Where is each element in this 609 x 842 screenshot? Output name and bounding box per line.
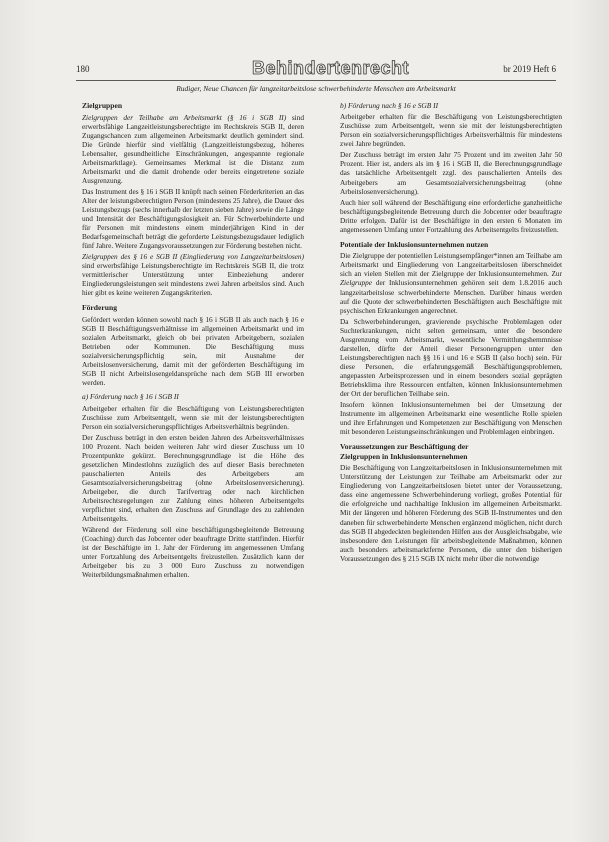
paragraph-text: sind erwerbsfähige Langzeitleistungsberechtigte im Rechtskreis SGB II, deren Zugangschancen zum allgemeinen Arbeitsmarkt deutlich gemindert sind. Die Gründe hierfür sind vielfältig (Langzeitleistungsbezug, höheres Lebensalter, gesundheitliche Einschränkungen, angespannte regionale Arbeitsmarktlage). Gemeinsames Merkmal ist die Distanz zum Arbeitsmarkt und die damit drohende oder bereits eingetretene soziale Ausgrenzung. bbox=[82, 112, 304, 185]
paragraph: Das Instrument des § 16 i SGB II knüpft nach seinen Förderkriterien an das Alter der leistungsberechtigten Person (mindestens 25 Jahre), die Dauer des Leistungsbezugs (sechs innerhalb der letzten sieben Jahre) sowie die Länge und Intensität der Beschäftigungslosigkeit an. Für Schwerbehinderte und für Personen mit mindestens einem minderjährigen Kind in der Bedarfsgemeinschaft beträgt die geforderte Leistungsbezugsdauer lediglich fünf Jahre. Weitere Zugangsvoraussetzungen zur Förderung bestehen nicht. bbox=[82, 186, 304, 251]
page-number: 180 bbox=[76, 64, 90, 74]
paragraph: Während der Förderung soll eine beschäftigungsbegleitende Betreuung (Coaching) durch das Jobcenter oder beauftragte Dritte stattfinden. Hierfür ist der Beschäftigte im 1. Jahr der Förderung im angemessenen Umfang unter Fortzahlung des Arbeitsentgelts freizustellen. Zusätzlich kann der Arbeitgeber bis zu 3 000 Euro Zuschuss zu notwendigen Weiterbildungsmaßnahmen erhalten. bbox=[82, 525, 304, 580]
paragraph: Gefördert werden können sowohl nach § 16 i SGB II als auch nach § 16 e SGB II Beschäftigungsverhältnisse im allgemeinen Arbeitsmarkt und im sozialen Arbeitsmarkt, gleich ob bei privaten Arbeitgebern, sozialen Betrieben oder Kommunen. Die Beschäftigung muss sozialversicherungspflichtig sein, mit Ausnahme der Arbeitslosenversicherung, damit mit der geförderten Beschäftigung im SGB II nicht Arbeitslosengeldansprüche nach dem SGB III erworben werden. bbox=[82, 314, 304, 388]
emphasis: Zielgruppe bbox=[340, 278, 373, 288]
running-title: Rudiger, Neue Chancen für langzeitarbeitslose schwerbehinderte Menschen am Arbeitsmarkt bbox=[176, 84, 456, 93]
paragraph: Die Beschäftigung von Langzeitarbeitslosen in Inklusionsunternehmen mit Unterstützung der Leistungen zur Teilhabe am Arbeitsmarkt oder zur Eingliederung von Langzeitarbeitslosen bietet unter der Voraussetzung, dass eine angemessene Schwerbehinderung vorliegt, großes Potential für die erfolgreiche und nachhaltige Inklusion im allgemeinen Arbeitsmarkt. Mit der längeren und höheren Förderung des SGB II-Instrumentes und den daneben für schwerbehinderte Menschen ergänzend möglichen, nicht durch das SGB II abgedeckten begleitenden Hilfen aus der Ausgleichsabgabe, wie insbesondere den Leistungen für arbeitsbegleitende Maßnahmen, können auch besonders arbeitsmarktferne Personen, die unter den bisherigen Voraussetzungen des § 215 SGB IX nicht mehr über die notwendige bbox=[340, 463, 562, 563]
paragraph: Der Zuschuss beträgt im ersten Jahr 75 Prozent und im zweiten Jahr 50 Prozent. Hier ist, anders als im § 16 i SGB II, die Berechnungsgrundlage das tatsächliche Arbeitsentgelt zzgl. des pauschalierten Anteils des Arbeitgebers am Gesamtsozialversicherungsbeitrag (ohne Arbeitslosenversicherung). bbox=[340, 150, 562, 196]
heading-zielgruppen: Zielgruppen bbox=[82, 101, 123, 110]
paragraph: Der Zuschuss beträgt in den ersten beiden Jahren des Arbeitsverhältnisses 100 Prozent. Nach beiden weiteren Jahr wird dieser Zuschuss um 10 Prozentpunkte gekürzt. Berechnungsgrundlage ist die Höhe des gesetzlichen Mindestlohns zuzüglich des auf dieser Basis berechneten pauschalierten Anteils des Arbeitgebers am Gesamtsozialversicherungsbeitrag (ohne Arbeitslosenversicherung). Arbeitgeber, die durch Tarifvertrag oder nach kirchlichen Arbeitsrechtsregelungen zur Zahlung eines höheren Arbeitsentgelts verpflichtet sind, erhalten den Zuschuss auf Grundlage des zu zahlenden Arbeitsentgelts. bbox=[82, 432, 304, 524]
page-header bbox=[76, 60, 556, 81]
issue-label: br 2019 Heft 6 bbox=[503, 64, 556, 74]
paragraph bbox=[82, 252, 304, 297]
heading-potentiale: Potentiale der Inklusionsunternehmen nutzen bbox=[340, 239, 489, 249]
paragraph bbox=[82, 113, 304, 185]
paragraph: Auch hier soll während der Beschäftigung eine erforderliche ganzheitliche beschäftigungsbegleitende Betreuung durch die Jobcenter oder beauftragte Dritte erfolgen. Dafür ist der Beschäftigte in den ersten 6 Monaten im angemessenen Umfang unter Fortzahlung des Arbeitsentgelts freizustellen. bbox=[340, 197, 562, 234]
heading-foerderung: Förderung bbox=[82, 303, 118, 313]
heading-voraussetzungen-line2: Zielgruppen in Inklusionsunternehmen bbox=[340, 451, 468, 461]
paragraph-text: der Inklusionsunternehmen gehören seit dem 1.8.2016 auch langzeitarbeitslose schwerbehinderte Menschen. Darüber hinaus werden auf die Quote der schwerbehinderten Beschäftigten auch Beschäftigte mit psychischen Erkrankungen angerechnet. bbox=[340, 278, 562, 315]
right-column bbox=[340, 101, 562, 565]
paragraph: Arbeitgeber erhalten für die Beschäftigung von Leistungsberechtigten Zuschüsse zum Arbeitsentgelt, wenn sie mit der leistungsberechtigten Person ein sozialversicherungspflichtiges Arbeitsverhältnis begründen. bbox=[82, 403, 304, 431]
paragraph: Insofern können Inklusionsunternehmen bei der Umsetzung der Instrumente im allgemeinen Arbeitsmarkt eine wesentliche Rolle spielen und ihre Erfahrungen und Kompetenzen zur Beschäftigung von Menschen mit besonderen Leistungseinschränkungen und Problemlagen einbringen. bbox=[340, 400, 562, 437]
paragraph: Da Schwerbehinderungen, gravierende psychische Problemlagen oder Suchterkrankungen, nicht selten gemeinsam, unter die besondere Ausgrenzung vom Arbeitsmarkt, wesentliche Vermittlungshemmnisse darstellen, dürfte der Anteil dieser Personengruppen unter den Leistungsberechtigten nach §§ 16 i und 16 e SGB II (also hoch) sein. Für diese Personen, die erfahrungsgemäß Beschäftigungsproblemen, angepassten Arbeitsprozessen und in einem besonders sozial geprägten Betriebsklima ihre Ressourcen entfalten, können Inklusionsunternehmen der Ort der beruflichen Teilhabe sein. bbox=[340, 316, 562, 399]
subheading-16e: b) Förderung nach § 16 e SGB II bbox=[340, 101, 439, 110]
paragraph-text: Die Zielgruppe der potentiellen Leistungsempfänger*innen am Teilhabe am Arbeitsmarkt und Eingliederung von Langzeitarbeitslosen überschneidet sich an vielen Stellen mit der Zielgruppe der Inklusionsunternehmen. Zur bbox=[340, 251, 562, 279]
left-column bbox=[82, 101, 304, 581]
paragraph: Arbeitgeber erhalten für die Beschäftigung von Leistungsberechtigten Zuschüsse zum Arbeitsentgelt, wenn sie mit der leistungsberechtigten Person ein sozialversicherungspflichtiges Arbeitsverhältnis für mindestens zwei Jahre begründen. bbox=[340, 112, 562, 149]
emphasis: Zielgruppen der Teilhabe am Arbeitsmarkt (§ 16 i SGB II) bbox=[82, 112, 287, 122]
journal-title: Behindertenrecht bbox=[252, 58, 410, 78]
heading-voraussetzungen: Voraussetzungen zur Beschäftigung der bbox=[340, 442, 469, 452]
emphasis: Zielgruppen des § 16 e SGB II (Eingliederung von Langzeitarbeitslosen) bbox=[82, 252, 304, 262]
paragraph bbox=[340, 251, 562, 314]
paragraph-text: sind erwerbsfähige Leistungsberechtigte im Rechtskreis SGB II, die trotz vermittlerischer Unterstützung unter Einbeziehung anderer Eingliederungsleistungen seit mindestens zwei Jahren arbeitslos sind. Auch hier gibt es keine weiteren Zugangskriterien. bbox=[82, 261, 304, 298]
subheading-16i: a) Förderung nach § 16 i SGB II bbox=[82, 392, 179, 402]
